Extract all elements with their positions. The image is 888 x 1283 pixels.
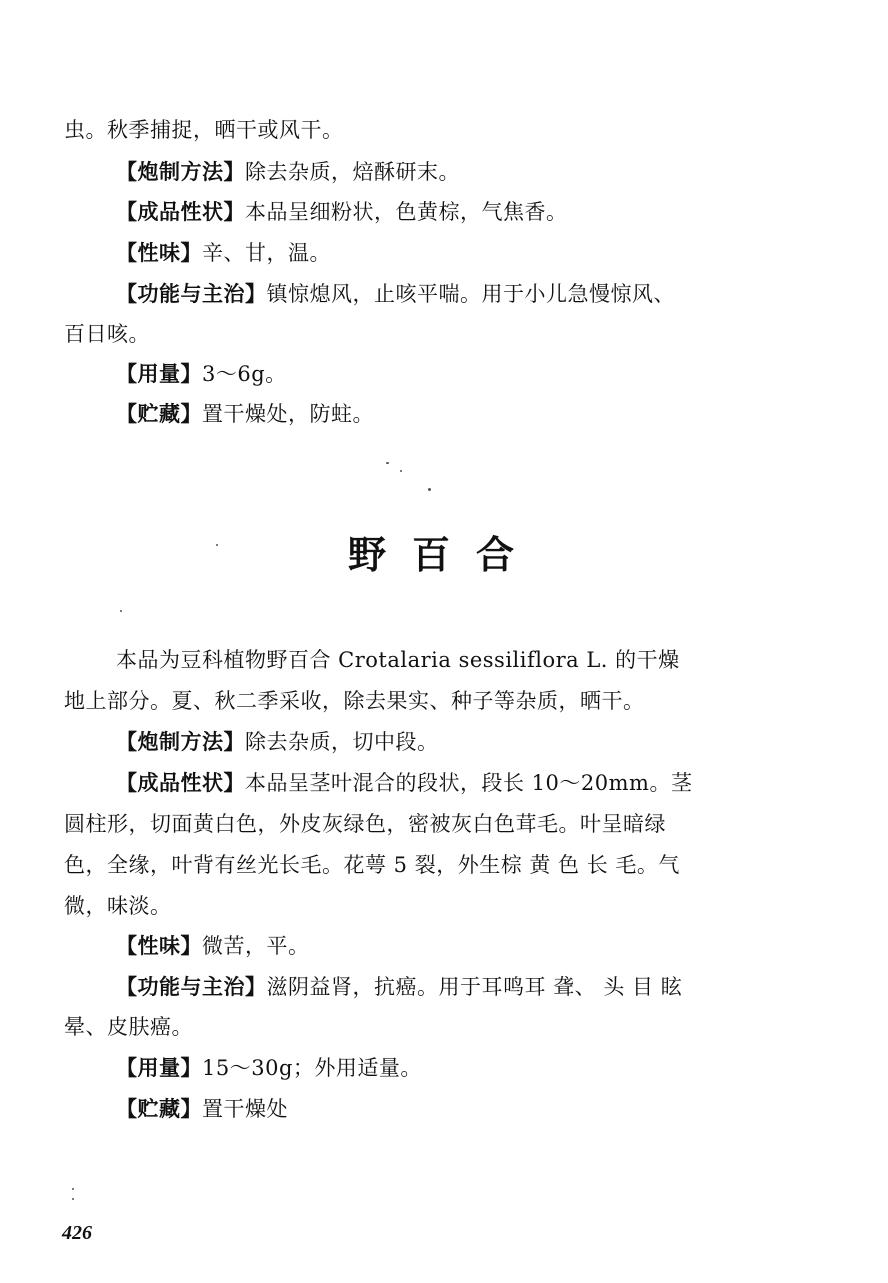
s2-storage [116, 1097, 288, 1121]
s1-dosage [116, 362, 287, 386]
s1-appearance-text: 本品呈细粉状，色黄棕，气焦香。 [245, 200, 568, 224]
s1-storage-text: 置干燥处，防蛀。 [202, 402, 374, 426]
s1-function-label: 【功能与主治】 [116, 282, 267, 306]
s2-appearance-text-1: 本品呈茎叶混合的段状，段长 10～20mm。茎 [245, 771, 693, 795]
s2-dosage-text: 15～30g；外用适量。 [202, 1056, 422, 1080]
s2-dosage-label: 【用量】 [116, 1056, 202, 1080]
s2-nature-label: 【性味】 [116, 934, 202, 958]
s1-processing-text: 除去杂质，焙酥研末。 [245, 160, 460, 184]
scan-speck [386, 462, 389, 464]
s2-nature-text: 微苦，平。 [202, 934, 310, 958]
s1-dosage-label: 【用量】 [116, 362, 202, 386]
s2-function [116, 975, 682, 999]
s1-processing-label: 【炮制方法】 [116, 160, 245, 184]
s1-appearance-label: 【成品性状】 [116, 200, 245, 224]
s2-processing-label: 【炮制方法】 [116, 730, 245, 754]
s2-appearance-2: 圆柱形，切面黄白色，外皮灰绿色，密被灰白色茸毛。叶呈暗绿 [64, 812, 666, 836]
s1-nature-label: 【性味】 [116, 241, 202, 265]
scan-speck [120, 610, 122, 612]
s2-nature [116, 934, 310, 958]
s2-appearance-3: 色，全缘，叶背有丝光长毛。花萼 5 裂，外生棕 黄 色 长 毛。气 [64, 853, 680, 877]
s2-intro-2: 地上部分。夏、秋二季采收，除去果实、种子等杂质，晒干。 [64, 689, 645, 713]
scan-speck [72, 1188, 74, 1190]
s2-intro-1: 本品为豆科植物野百合 Crotalaria sessiliflora L. 的干燥 [116, 648, 680, 672]
s1-dosage-text: 3～6g。 [202, 362, 287, 386]
s2-processing-text: 除去杂质，切中段。 [245, 730, 439, 754]
scan-speck [428, 488, 431, 491]
entry-title: 野百合 [347, 532, 540, 577]
s1-nature [116, 241, 331, 265]
s1-storage [116, 402, 374, 426]
s2-storage-text: 置干燥处 [202, 1097, 288, 1121]
s2-dosage [116, 1056, 422, 1080]
s2-function-text-1: 滋阴益肾，抗癌。用于耳鸣耳 聋、 头 目 眩 [266, 975, 683, 999]
s1-function [116, 282, 675, 306]
s2-appearance [116, 771, 692, 795]
s1-appearance [116, 200, 568, 224]
s1-function-cont: 百日咳。 [64, 322, 150, 346]
scan-speck [400, 470, 402, 472]
s1-function-text-1: 镇惊熄风，止咳平喘。用于小儿急慢惊风、 [266, 282, 675, 306]
s2-function-cont: 晕、皮肤癌。 [64, 1015, 193, 1039]
page-number: 426 [62, 1222, 92, 1244]
s1-storage-label: 【贮藏】 [116, 402, 202, 426]
s2-storage-label: 【贮藏】 [116, 1097, 202, 1121]
s2-appearance-4: 微，味淡。 [64, 894, 172, 918]
continuation-text: 虫。秋季捕捉，晒干或风干。 [64, 118, 344, 142]
s1-nature-text: 辛、甘，温。 [202, 241, 331, 265]
scan-speck [72, 1198, 74, 1200]
s2-appearance-label: 【成品性状】 [116, 771, 245, 795]
s2-function-label: 【功能与主治】 [116, 975, 267, 999]
s1-processing [116, 160, 460, 184]
s2-processing [116, 730, 439, 754]
